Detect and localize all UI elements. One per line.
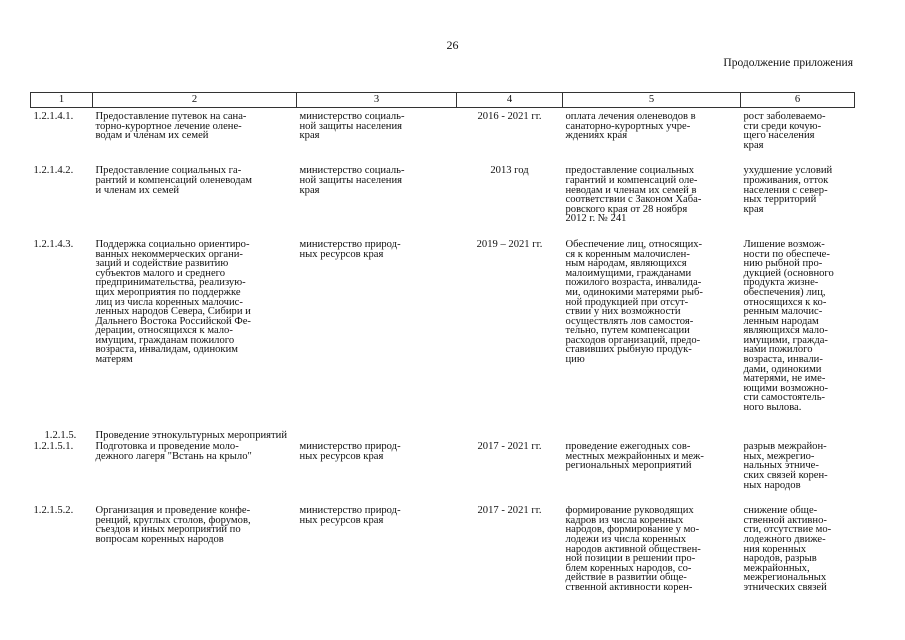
measure-cell: Предоставление путевок на сана- торно-курортное лечение олене- водам и членам их семей <box>95 111 247 142</box>
column-header: 3 <box>297 93 457 108</box>
item-number: 1.2.1.4.1. <box>33 111 74 122</box>
table-row <box>31 442 855 506</box>
result-cell: формирование руководящих кадров из числа коренных народов, формирование у мо- лодежи из числа коренных народов активной обществен- ной позиции в решении про- блем коренных народов, со- действие в развитии обще- ственной активности корен- <box>565 505 701 593</box>
period-cell: 2017 - 2021 гг. <box>477 441 542 453</box>
table-row <box>31 166 855 240</box>
continuation-caption: Продолжение приложения <box>723 57 853 69</box>
measure-cell: Предоставление социальных га- рантий и компенсаций оленеводам и членам их семей <box>95 165 252 196</box>
measure-cell: Подготовка и проведение моло- дежного лагеря "Встань на крыло" <box>95 441 252 462</box>
consequence-cell: разрыв межрайон- ных, межрегио- нальных этниче- ских связей корен- ных народов <box>743 441 828 491</box>
period-cell: 2013 год <box>490 165 529 177</box>
appendix-table <box>30 92 855 593</box>
table-header-row <box>31 93 855 108</box>
executor-cell: министерство социаль- ной защиты населения края <box>299 165 405 196</box>
column-header: 6 <box>741 93 855 108</box>
executor-cell: министерство природ- ных ресурсов края <box>299 505 401 526</box>
consequence-cell: рост заболеваемо- сти среди кочую- щего населения края <box>743 111 826 151</box>
column-header: 1 <box>31 93 93 108</box>
table-row <box>31 240 855 429</box>
measure-cell: Поддержка социально ориентиро- ванных некоммерческих органи- заций и содействие развитию субъектов малого и среднего предпринимательства, реализую- щих мероприятия по поддержке лиц из числа коренных малочис- ленных народов Севера, Сибири и Дальнего Востока Российской Фе- дерации, относящихся к мало- имущим, гражданам пожилого возраста, инвалидам, одиноким матерям <box>95 238 251 366</box>
item-number: 1.2.1.5.1. <box>33 441 74 453</box>
result-cell: проведение ежегодных сов- местных межрайонных и меж- региональных мероприятий <box>565 441 704 472</box>
executor-cell: министерство природ- ных ресурсов края <box>299 441 401 462</box>
section-row <box>31 429 855 443</box>
result-cell: предоставление социальных гарантий и компенсаций оле- неводам и членам их семей в соответствии с Законом Хаба- ровского края от 28 ноября 2012 г. № 241 <box>565 165 702 225</box>
result-cell: оплата лечения оленеводов в санаторно-курортных учре- ждениях края <box>565 111 696 142</box>
column-header: 5 <box>563 93 741 108</box>
item-number: 1.2.1.4.3. <box>33 238 74 250</box>
item-number: 1.2.1.4.2. <box>33 165 74 177</box>
page-number: 26 <box>446 38 459 52</box>
period-cell: 2019 – 2021 гг. <box>476 238 543 250</box>
table-row <box>31 506 855 592</box>
result-cell: Обеспечение лиц, относящих- ся к коренным малочислен- ным народам, являющихся малоимущими, гражданами пожилого возраста, инвалида- ми, одинокими матерями рыб- ной продукцией при отсут- ствии у них возможности осуществлять лов самостоя- тельно, путем компенсации расходов организаций, предо- ставивших рыбную продук- цию <box>565 238 703 366</box>
executor-cell: министерство социаль- ной защиты населения края <box>299 111 405 142</box>
executor-cell: министерство природ- ных ресурсов края <box>299 238 401 260</box>
period-cell: 2016 - 2021 гг. <box>477 111 542 122</box>
period-cell: 2017 - 2021 гг. <box>477 505 542 517</box>
consequence-cell: снижение обще- ственной активно- сти, отсутствие мо- лодежного движе- ния коренных народов, разрыв межрайонных, межрегиональных этнических связей <box>743 505 832 593</box>
measure-cell: Организация и проведение конфе- ренций, круглых столов, форумов, съездов и иных мероприятий по вопросам коренных народов <box>95 505 251 545</box>
section-title: Проведение этнокультурных мероприятий <box>95 429 288 441</box>
table-row <box>31 112 855 166</box>
consequence-cell: Лишение возмож- ности по обеспече- нию рыбной про- дукцией (основного продукта жизне- обеспечения) лиц, относящихся к ко- ренным малочис- ленным народам являющихся мало- имущими, гражда- нами пожилого возраста, инвали- дами, одинокими матерями, не име- ющими возможно- сти самостоятель- ного вылова. <box>743 238 834 414</box>
item-number: 1.2.1.5.2. <box>33 505 74 517</box>
column-header: 4 <box>457 93 563 108</box>
consequence-cell: ухудшение условий проживания, отток населения с север- ных территорий края <box>743 165 833 215</box>
column-header: 2 <box>93 93 297 108</box>
section-number: 1.2.1.5. <box>44 429 77 441</box>
